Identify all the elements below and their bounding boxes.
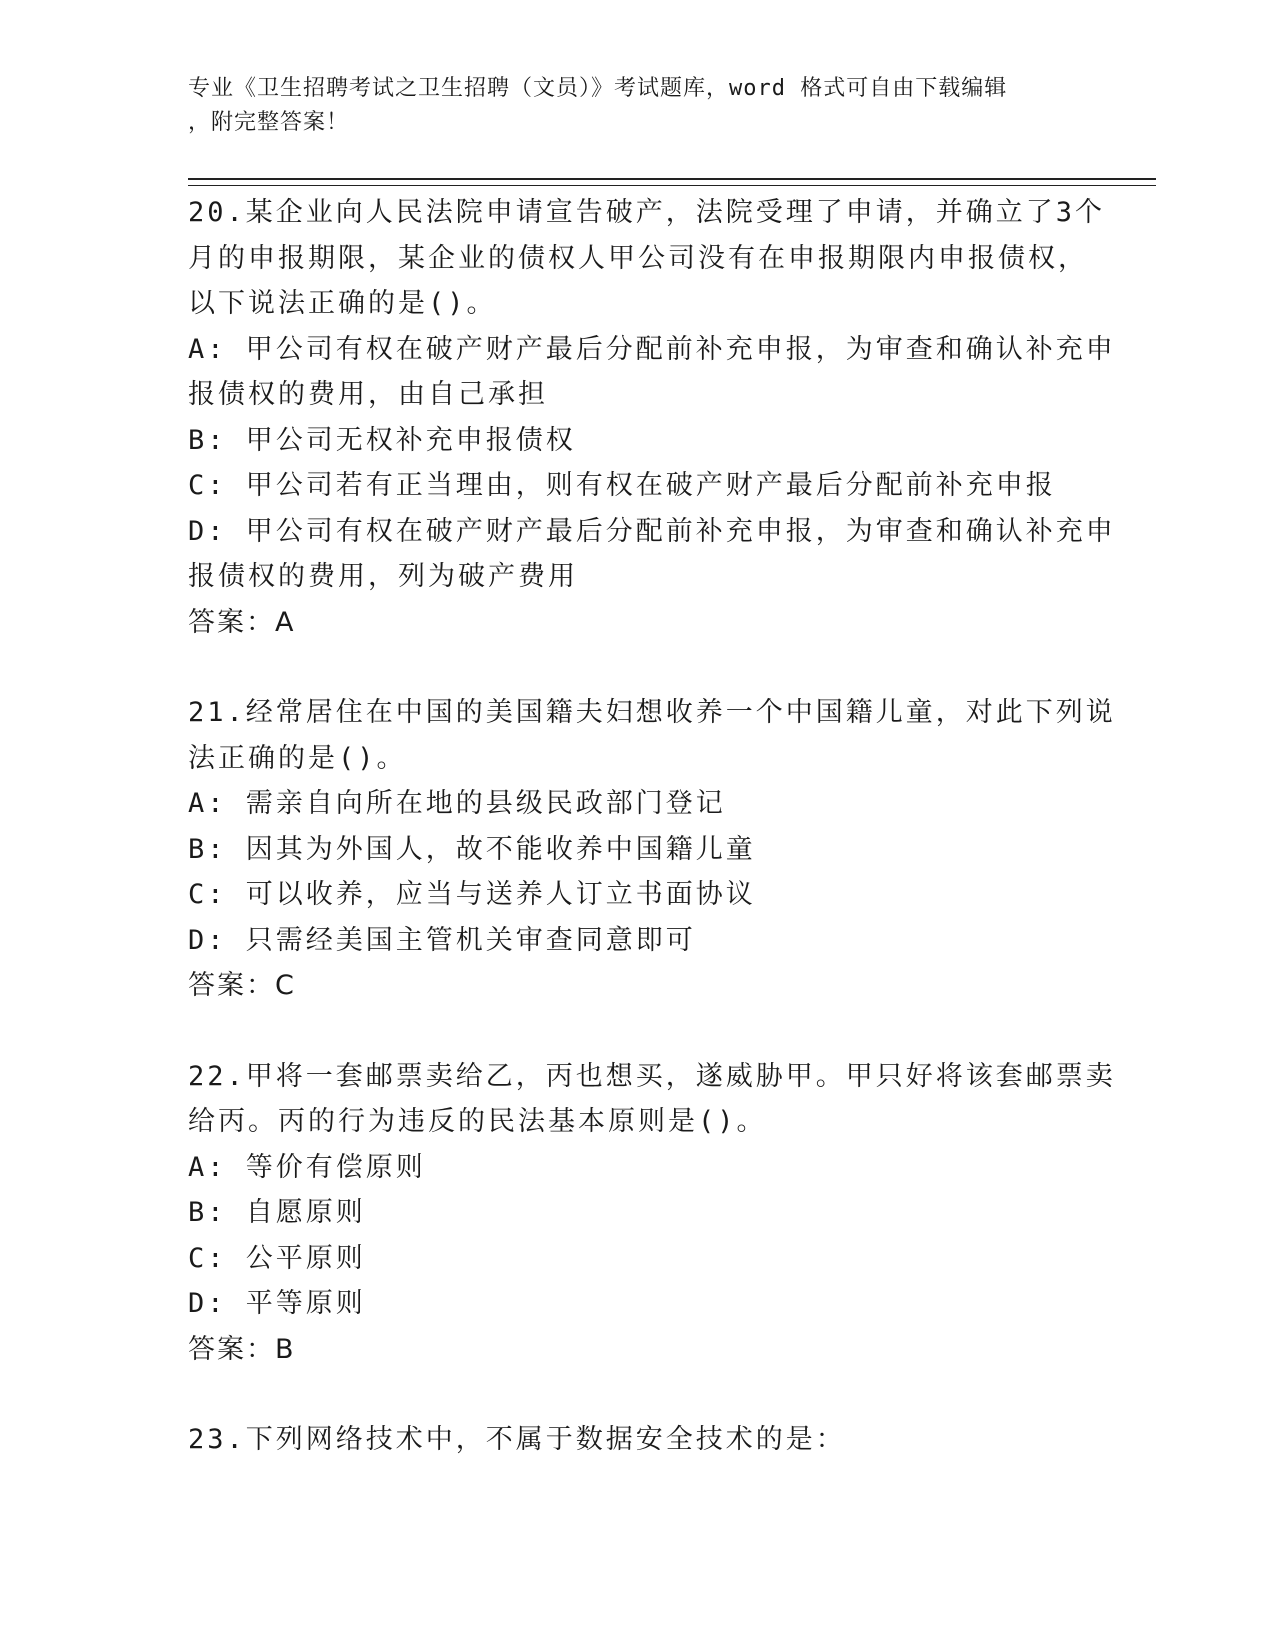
option-a (188, 327, 1116, 418)
option-c (188, 1236, 1088, 1282)
question-21 (188, 690, 1116, 1009)
option-a (188, 1145, 1088, 1191)
answer-line: 答案：A (188, 606, 296, 638)
question-stem-line: 以下说法正确的是()。 (188, 288, 497, 319)
question-23 (188, 1417, 1088, 1463)
question-stem-line: 月的申报期限，某企业的债权人甲公司没有在申报期限内申报债权， (188, 242, 1088, 274)
question-20 (188, 190, 1116, 645)
question-stem-line: 法正确的是()。 (188, 742, 407, 774)
option-line: D: 甲公司有权在破产财产最后分配前补充申报，为审查和确认补充申 (188, 515, 1116, 547)
option-line: B: 因其为外国人，故不能收养中国籍儿童 (188, 833, 756, 865)
question-stem-line: 给丙。丙的行为违反的民法基本原则是()。 (188, 1106, 767, 1137)
question-stem-line: 20.某企业向人民法院申请宣告破产，法院受理了申请，并确立了3个 (188, 197, 1106, 228)
question-stem-line: 22.甲将一套邮票卖给乙，丙也想买，遂威胁甲。甲只好将该套邮票卖 (188, 1060, 1116, 1092)
question-22 (188, 1054, 1116, 1373)
option-line: D: 只需经美国主管机关审查同意即可 (188, 924, 696, 956)
option-b (188, 418, 1088, 464)
option-line: B: 自愿原则 (188, 1197, 366, 1228)
option-b (188, 827, 1088, 873)
option-c (188, 872, 1088, 918)
document-header (188, 72, 1088, 140)
option-d (188, 509, 1116, 600)
option-c (188, 463, 1088, 509)
option-line: D: 平等原则 (188, 1288, 366, 1319)
header-line-1: 专业《卫生招聘考试之卫生招聘（文员）》考试题库，word 格式可自由下载编辑 (188, 76, 1008, 101)
header-rule-thin (188, 185, 1156, 186)
option-a (188, 781, 1088, 827)
option-d (188, 1281, 1088, 1327)
option-line: A: 需亲自向所在地的县级民政部门登记 (188, 788, 726, 819)
header-line-2: ，附完整答案！ (188, 110, 350, 135)
question-stem-line: 21.经常居住在中国的美国籍夫妇想收养一个中国籍儿童，对此下列说 (188, 697, 1116, 728)
answer-line: 答案：B (188, 1333, 296, 1365)
question-stem-line: 23.下列网络技术中，不属于数据安全技术的是： (188, 1424, 846, 1455)
option-line: C: 可以收养，应当与送养人订立书面协议 (188, 879, 756, 910)
option-line: A: 等价有偿原则 (188, 1151, 426, 1183)
question-list (188, 190, 1116, 1508)
option-line: 报债权的费用，列为破产费用 (188, 561, 578, 592)
answer-line: 答案：C (188, 970, 296, 1001)
option-line: C: 公平原则 (188, 1242, 366, 1274)
header-rule-thick (188, 178, 1156, 180)
option-line: C: 甲公司若有正当理由，则有权在破产财产最后分配前补充申报 (188, 470, 1056, 501)
option-d (188, 918, 1088, 964)
option-line: B: 甲公司无权补充申报债权 (188, 424, 576, 456)
option-b (188, 1190, 1088, 1236)
option-line: A: 甲公司有权在破产财产最后分配前补充申报，为审查和确认补充申 (188, 333, 1116, 365)
option-line: 报债权的费用，由自己承担 (188, 379, 548, 410)
